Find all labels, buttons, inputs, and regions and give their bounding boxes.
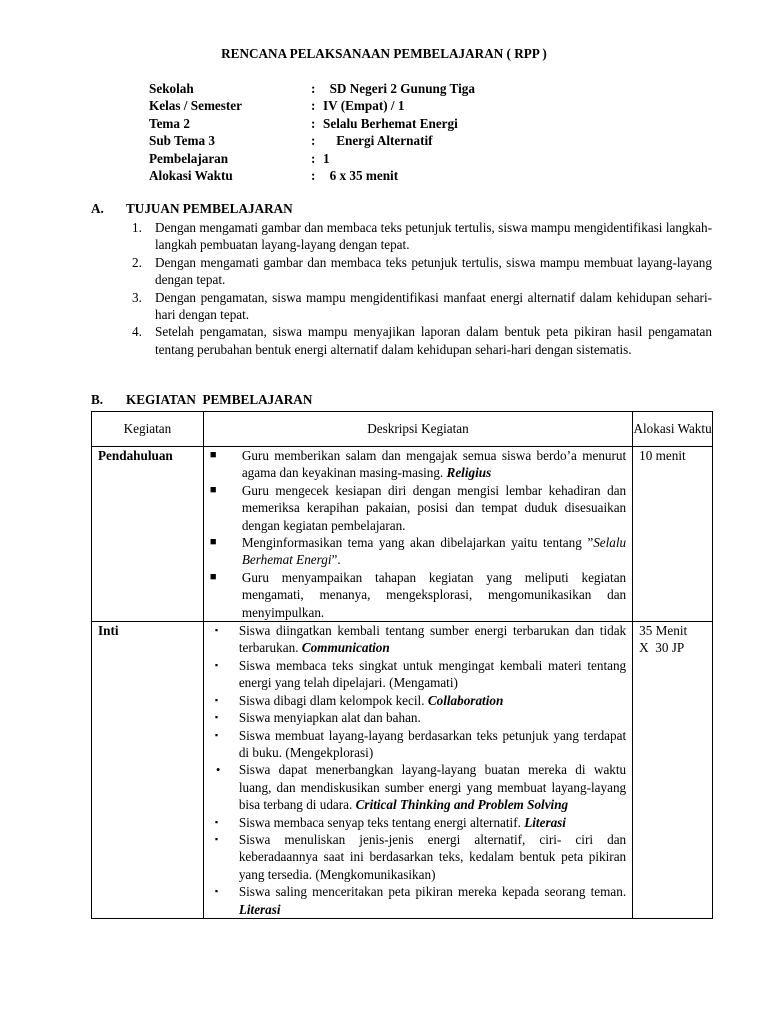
objective-text: Dengan mengamati gambar dan membaca teks petunjuk tertulis, siswa mampu mengidentifikasi langkah-langkah pembuatan layang-layang dengan tepat. xyxy=(155,220,712,253)
square-bullet-icon: ■ xyxy=(209,570,217,583)
identity-key: Tema 2 xyxy=(149,115,190,131)
list-item xyxy=(204,761,626,813)
activity-list xyxy=(204,447,632,621)
round-bullet-icon: • xyxy=(215,762,221,778)
table-header-row xyxy=(92,412,713,447)
identity-row-sekolah xyxy=(149,81,475,98)
row-label: Inti xyxy=(92,622,204,919)
small-square-bullet-icon: ▪ xyxy=(214,625,219,636)
row-time xyxy=(633,622,713,919)
section-letter: A. xyxy=(91,201,104,216)
list-item xyxy=(204,534,626,569)
list-item xyxy=(204,482,626,534)
identity-value: IV (Empat) / 1 xyxy=(323,98,405,114)
identity-value: 1 xyxy=(323,150,330,166)
item-text: Menginformasikan tema yang akan dibelajarkan yaitu tentang ” xyxy=(241,535,594,551)
objective-number: 3. xyxy=(132,289,142,305)
objective-number: 1. xyxy=(132,220,142,235)
objective-item xyxy=(128,219,712,254)
square-bullet-icon: ■ xyxy=(209,449,217,461)
section-letter: B. xyxy=(91,392,104,407)
objective-text: Setelah pengamatan, siswa mampu menyajikan laporan dalam bentuk peta pikiran hasil pengamatan tentang perubahan bentuk energi alternatif dalam kehidupan sehari-hari dengan sistematis. xyxy=(155,324,712,357)
header-alokasi: Alokasi Waktu xyxy=(633,412,713,447)
identity-colon: : xyxy=(311,115,316,131)
item-text: Guru memberikan salam dan mengajak semua siswa berdo’a menurut agama dan keyakinan masing-masing. xyxy=(241,448,627,481)
list-item xyxy=(204,814,626,831)
identity-colon: : xyxy=(311,133,316,149)
identity-row-subtema xyxy=(149,133,475,150)
list-item xyxy=(204,727,626,762)
list-item xyxy=(204,692,626,709)
item-text: ”. xyxy=(331,552,341,568)
row-description xyxy=(203,622,632,919)
small-square-bullet-icon: ▪ xyxy=(214,729,219,740)
small-square-bullet-icon: ▪ xyxy=(214,659,219,670)
table-row-inti xyxy=(92,622,713,919)
identity-colon: : xyxy=(311,167,316,183)
table-row-pendahuluan xyxy=(92,447,713,622)
item-tag: Communication xyxy=(301,640,390,656)
objective-item xyxy=(128,289,712,324)
small-square-bullet-icon: ▪ xyxy=(214,886,219,897)
row-time-line-1: 35 Menit xyxy=(639,623,688,639)
section-a-heading xyxy=(91,201,293,217)
identity-row-alokasi xyxy=(149,168,475,185)
identity-colon: : xyxy=(311,150,316,166)
square-bullet-icon: ■ xyxy=(209,483,217,496)
header-deskripsi: Deskripsi Kegiatan xyxy=(203,412,632,447)
identity-row-kelas xyxy=(149,98,475,115)
objective-number: 2. xyxy=(132,254,142,270)
identity-key: Pembelajaran xyxy=(149,150,229,166)
item-italic: Selalu Berhemat Energi xyxy=(241,535,627,568)
objectives-list xyxy=(128,219,712,358)
row-time-line-2: X 30 JP xyxy=(639,640,685,656)
identity-key: Alokasi Waktu xyxy=(149,167,233,183)
square-bullet-icon: ■ xyxy=(209,536,217,549)
list-item xyxy=(204,883,626,918)
identity-key: Sekolah xyxy=(149,81,194,96)
identity-colon: : xyxy=(311,98,316,114)
item-text: Siswa membuat layang-layang berdasarkan teks petunjuk yang terdapat di buku. (Mengekplorasi) xyxy=(238,727,627,760)
item-text: Siswa dapat menerbangkan layang-layang buatan mereka di waktu luang, dan mendiskusikan sumber energi yang membuat layang-layang bisa terbang di udara. xyxy=(238,762,627,813)
identity-value: SD Negeri 2 Gunung Tiga xyxy=(323,81,475,96)
item-tag: Collaboration xyxy=(427,692,504,708)
identity-row-pembelajaran xyxy=(149,151,475,168)
small-square-bullet-icon: ▪ xyxy=(214,833,219,844)
item-tag: Religius xyxy=(446,465,492,481)
item-text: Siswa menuliskan jenis-jenis energi alternatif, ciri- ciri dan keberadaannya saat ini berdasarkan teks, kedalam bentuk peta pikiran yang tersedia. (Mengkomunikasikan) xyxy=(238,831,627,882)
activity-list xyxy=(204,622,632,918)
objective-number: 4. xyxy=(132,324,142,340)
list-item xyxy=(204,447,626,482)
item-tag: Critical Thinking and Problem Solving xyxy=(355,797,569,813)
item-text: Siswa membaca teks singkat untuk mengingat kembali materi tentang energi yang telah dipelajari. (Mengamati) xyxy=(238,657,627,691)
objective-text: Dengan mengamati gambar dan membaca teks petunjuk tertulis, siswa mampu membuat layang-layang dengan tepat. xyxy=(155,254,712,288)
list-item xyxy=(204,569,626,621)
item-text: Siswa saling menceritakan peta pikiran mereka kepada seorang teman. xyxy=(238,884,627,900)
activities-table xyxy=(91,411,713,919)
row-description xyxy=(203,447,632,622)
row-time: 10 menit xyxy=(633,447,713,622)
header-kegiatan: Kegiatan xyxy=(92,412,204,447)
item-text: Guru menyampaikan tahapan kegiatan yang meliputi kegiatan mengamati, menanya, mengeksplorasi, mengomunikasikan dan menyimpulkan. xyxy=(241,569,627,620)
list-item xyxy=(204,657,626,692)
objective-item xyxy=(128,254,712,289)
item-text: Siswa menyiapkan alat dan bahan. xyxy=(238,710,421,726)
identity-key: Kelas / Semester xyxy=(149,98,243,114)
item-text: Guru mengecek kesiapan diri dengan mengisi lembar kehadiran dan memeriksa kerapihan pakaian, posisi dan tempat duduk disesuaikan dengan kegiatan pembelajaran. xyxy=(241,482,627,533)
identity-value: Selalu Berhemat Energi xyxy=(323,115,458,131)
document-title: RENCANA PELAKSANAAN PEMBELAJARAN ( RPP ) xyxy=(221,46,547,61)
objective-text: Dengan pengamatan, siswa mampu mengidentifikasi manfaat energi alternatif dalam kehidupan sehari-hari dengan tepat. xyxy=(155,289,712,323)
identity-table xyxy=(149,81,475,185)
section-title: KEGIATAN PEMBELAJARAN xyxy=(126,392,313,407)
list-item xyxy=(204,622,626,657)
section-title: TUJUAN PEMBELAJARAN xyxy=(126,201,293,216)
item-text: Siswa membaca senyap teks tentang energi alternatif. xyxy=(238,814,525,830)
item-text: Siswa diingatkan kembali tentang sumber energi terbarukan dan tidak terbarukan. xyxy=(238,623,627,656)
item-tag: Literasi xyxy=(524,814,566,830)
small-square-bullet-icon: ▪ xyxy=(214,712,219,723)
small-square-bullet-icon: ▪ xyxy=(214,816,219,827)
item-tag: Literasi xyxy=(238,901,281,917)
identity-colon: : xyxy=(311,81,316,96)
identity-value: 6 x 35 menit xyxy=(323,167,399,183)
identity-value: Energi Alternatif xyxy=(323,133,433,149)
list-item xyxy=(204,709,626,726)
objective-item xyxy=(128,323,712,358)
list-item xyxy=(204,831,626,883)
section-b-heading xyxy=(91,392,312,408)
identity-key: Sub Tema 3 xyxy=(149,133,215,149)
identity-row-tema xyxy=(149,116,475,133)
row-label: Pendahuluan xyxy=(92,447,204,622)
item-text: Siswa dibagi dlam kelompok kecil. xyxy=(238,692,428,708)
small-square-bullet-icon: ▪ xyxy=(214,694,219,705)
